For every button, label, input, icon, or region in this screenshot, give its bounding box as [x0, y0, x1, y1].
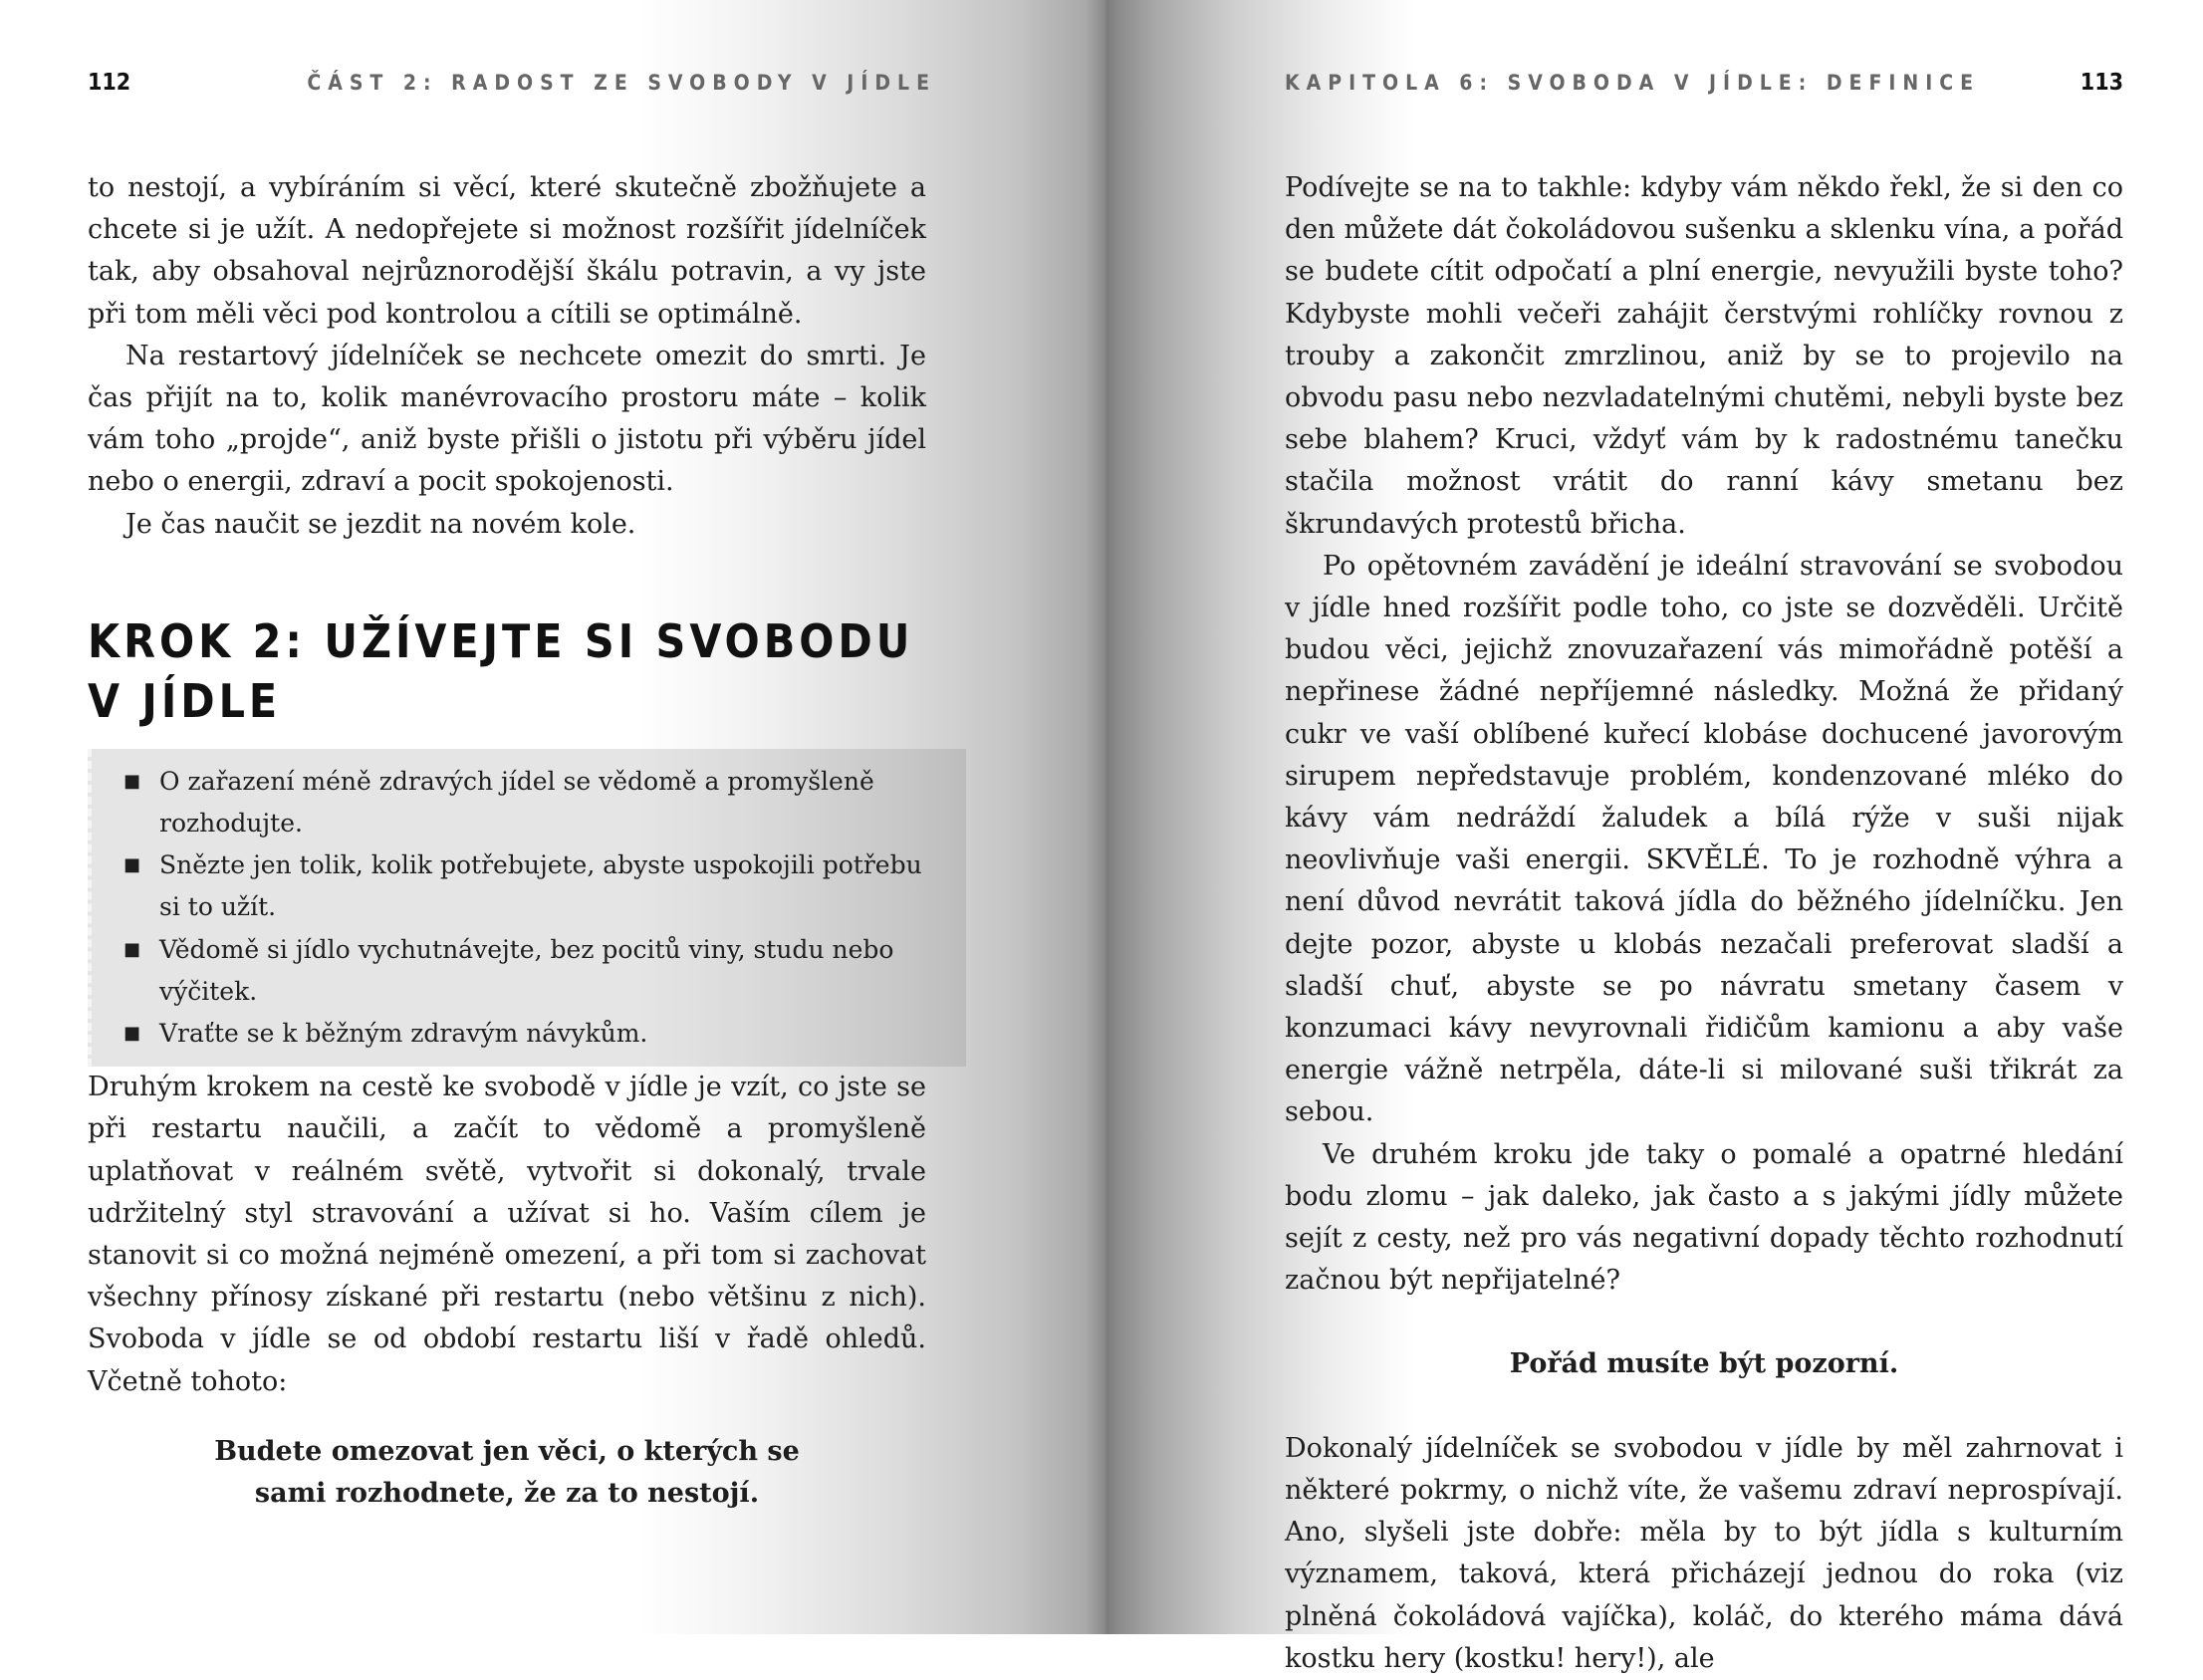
summary-list: [122, 761, 966, 1055]
left-paragraph-4: Druhým krokem na cestě ke svobodě v jídle je vzít, co jste se při restartu naučili, a začít to vědomě a promyšleně uplatňovat v reálném světě, vytvořit si dokonalý, trvale udržitelný styl stravování a užívat si ho. Vaším cílem je stanovit si co možná nejméně omezení, a při tom si zachovat všechny přínosy získané při restartu (nebo většinu z nich). Svoboda v jídle se od období restartu liší v řadě ohledů. Včetně tohoto:: [88, 1072, 926, 1397]
left-running-head: [88, 70, 936, 106]
right-running-head: [1285, 70, 2123, 106]
left-page: [88, 0, 936, 1634]
left-paragraph-1: to nestojí, a vybíráním si věcí, které skutečně zbožňujete a chcete si je užít. A nedopřejete si možnost rozšířit jídelníček tak, aby obsahoval nejrůznorodější škálu potravin, a vy jste při tom měli věci pod kontrolou a cítili se optimálně.: [88, 172, 926, 330]
bullet-square-icon: ■: [123, 854, 141, 876]
summary-item-text: Vraťte se k běžným zdravým návykům.: [159, 1019, 648, 1049]
right-paragraph-1: Podívejte se na to takhle: kdyby vám někdo řekl, že si den co den můžete dát čokoládovou sušenku a sklenku vína, a pořád se budete cítit odpočatí a plní energie, nevyužili byste toho? Kdybyste mohli večeři zahájit čerstvými rohlíčky rovnou z trouby a zakončit zmrzlinou, aniž by se to projevilo na obvodu pasu nebo nezvladatelnými chutěmi, nebyli byste bez sebe blahem? Kruci, vždyť vám by k radostnému tanečku stačila možnost vrátit do ranní kávy smetanu bez škrundavých protestů břicha.: [1285, 172, 2123, 540]
left-paragraph-2: Na restartový jídelníček se nechcete omezit do smrti. Je čas přijít na to, kolik manévrovacího prostoru máte – kolik vám toho „projde“, aniž byste přišli o jistotu při výběru jídel nebo o energii, zdraví a pocit spokojenosti.: [88, 340, 926, 498]
callout-text: Pořád musíte být pozorní.: [1509, 1348, 1899, 1380]
right-paragraph-2: Po opětovném zavádění je ideální stravování se svobodou v jídle hned rozšířit podle toho, co jste se dozvěděli. Určitě budou věci, jejichž znovuzařazení vás mimořádně potěší a nepřinese žádné nepříjemné následky. Možná že přidaný cukr ve vaší oblíbené kuřecí klobáse dochucené javorovým sirupem nepředstavuje problém, kondenzované mléko do kávy vám nedráždí žaludek a bílá rýže v suši nijak neovlivňuje vaši energii. SKVĚLÉ. To je rozhodně výhra a není důvod nevrátit taková jídla do běžného jídelníčku. Jen dejte pozor, abyste u klobás nezačali preferovat sladší a sladší chuť, abyste se po návratu smetany časem v konzumaci kávy nevyrovnali řidičům kamionu a aby vaše energie vážně netrpěla, dáte-li si milované suši třikrát za sebou.: [1285, 550, 2123, 1128]
bullet-square-icon: ■: [123, 938, 141, 960]
summary-item-text: O zařazení méně zdravých jídel se vědomě a promyšleně rozhodujte.: [159, 766, 874, 839]
quote-line-2: sami rozhodnete, že za to nestojí.: [254, 1478, 760, 1510]
right-page-number: 113: [2080, 70, 2123, 96]
right-page: [1285, 0, 2123, 1674]
summary-item: [122, 929, 926, 1013]
left-page-body: [88, 167, 926, 1515]
right-running-title: KAPITOLA 6: SVOBODA V JÍDLE: DEFINICE: [1285, 71, 1980, 95]
left-paragraph-3: Je čas naučit se jezdit na novém kole.: [125, 508, 636, 540]
summary-item-text: Vědomě si jídlo vychutnávejte, bez pocitů viny, studu nebo výčitek.: [159, 934, 894, 1006]
summary-item: [122, 1013, 926, 1055]
summary-item-text: Snězte jen tolik, kolik potřebujete, abyste uspokojili potřebu si to užít.: [159, 850, 922, 922]
bullet-square-icon: ■: [123, 770, 141, 792]
highlighted-quote: [88, 1431, 926, 1515]
left-running-title: ČÁST 2: RADOST ZE SVOBODY V JÍDLE: [307, 71, 936, 95]
summary-item: [122, 844, 926, 928]
bullet-square-icon: ■: [123, 1023, 141, 1045]
step-heading: KROK 2: UŽÍVEJTE SI SVOBODU V JÍDLE: [88, 613, 914, 728]
quote-line-1: Budete omezovat jen věci, o kterých se: [214, 1435, 800, 1467]
summary-item: [122, 761, 926, 844]
right-paragraph-4: Dokonalý jídelníček se svobodou v jídle by měl zahrnovat i některé pokrmy, o nichž víte, že vašemu zdraví neprospívají. Ano, slyšeli jste dobře: měla by to být jídla s kulturním významem, taková, která přicházejí jednou do roka (viz plněná čokoládová vajíčka), koláč, do kterého máma dává kostku hery (kostku! hery!), ale: [1285, 1432, 2123, 1674]
right-page-body: [1285, 167, 2123, 1680]
right-paragraph-3: Ve druhém kroku jde taky o pomalé a opatrné hledání bodu zlomu – jak daleko, jak často a s jakými jídly můžete sejít z cesty, než pro vás negativní dopady těchto rozhodnutí začnou být nepřijatelné?: [1285, 1138, 2123, 1297]
summary-box: [88, 749, 966, 1067]
left-page-number: 112: [88, 70, 131, 96]
